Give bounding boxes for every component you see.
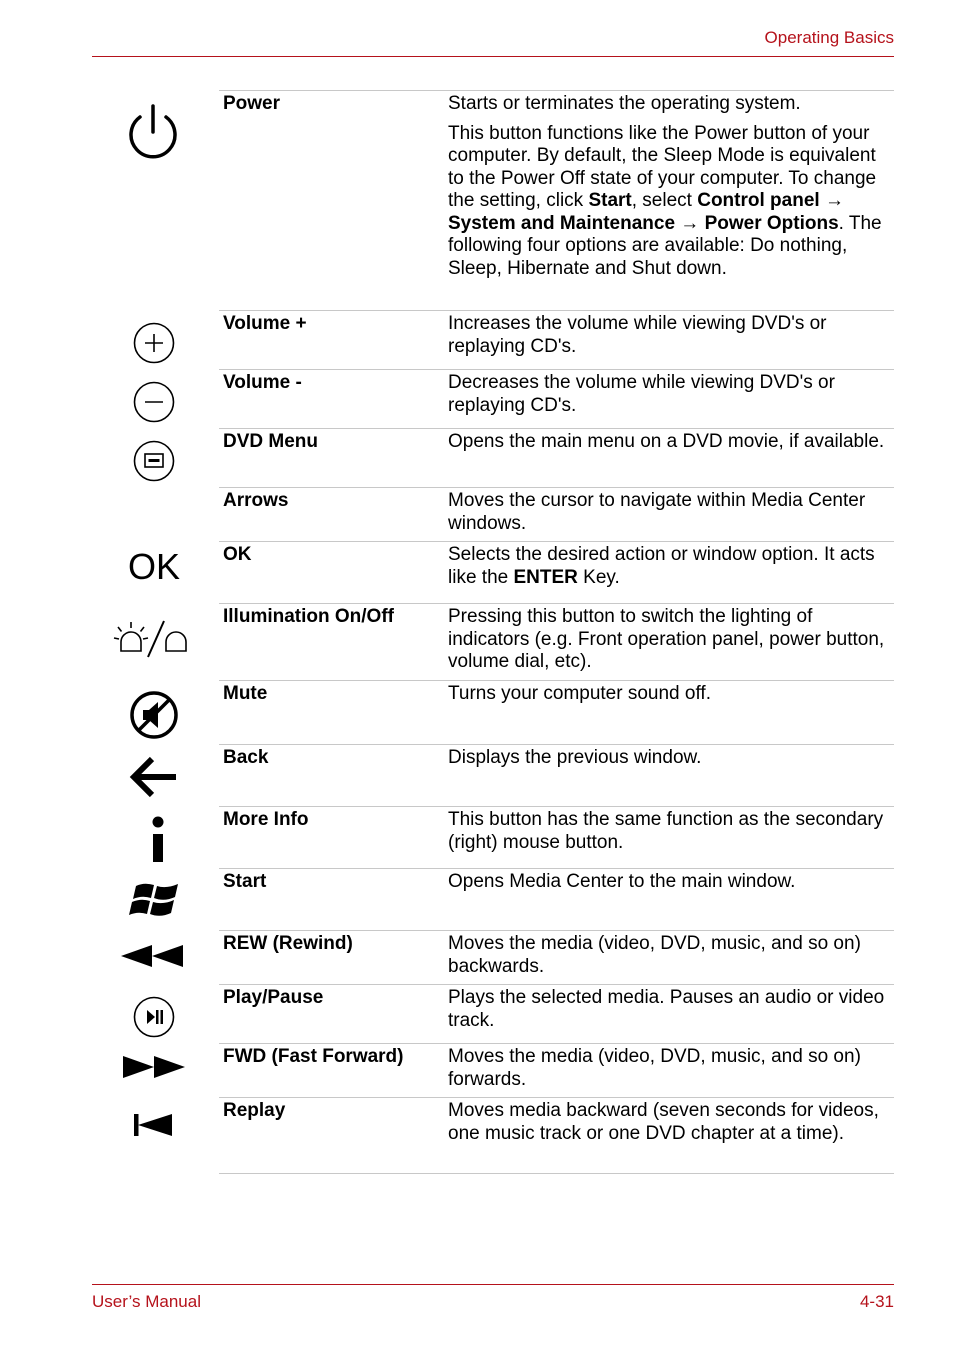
row-name: Back [223, 747, 269, 768]
header-title: Operating Basics [764, 28, 894, 47]
mute-icon [92, 690, 216, 740]
row-name: Mute [223, 683, 268, 704]
row-description: Opens Media Center to the main window. [448, 871, 796, 892]
row-description: This button has the same function as the secondary (right) mouse button. [448, 809, 884, 853]
row-name: Start [223, 871, 267, 892]
row-name: More Info [223, 809, 309, 830]
power-icon [92, 102, 216, 164]
row-description: Increases the volume while viewing DVD's or replaying CD's. [448, 313, 827, 357]
table-row-play-pause [92, 984, 894, 1043]
table-row-volume-minus [92, 369, 894, 428]
row-description: Moves media backward (seven seconds for videos, one music track or one DVD chapter at a time). [448, 1100, 879, 1144]
row-description: Opens the main menu on a DVD movie, if available. [448, 431, 885, 452]
row-description: Displays the previous window. [448, 747, 702, 768]
back-arrow-icon [92, 754, 216, 800]
row-description [448, 93, 890, 280]
header-rule [92, 56, 894, 57]
table-row-arrows [92, 487, 894, 541]
table-row-replay [92, 1097, 894, 1174]
row-description: Turns your computer sound off. [448, 683, 711, 704]
row-name: FWD (Fast Forward) [223, 1046, 404, 1067]
row-name: Volume + [223, 313, 307, 334]
description-text: This button functions like the Power button of your computer. By default, the Sleep Mode is equivalent to the Power Off state of your computer. To change the setting, click Start, select Control panel → System and Maintenance → Power Options. The following four options are available: Do nothing, Sleep, Hibernate and Shut down. [448, 122, 882, 279]
row-name: Arrows [223, 490, 289, 511]
footer-page-number: 4-31 [859, 1292, 894, 1311]
row-name: Replay [223, 1100, 286, 1121]
windows-start-icon [92, 880, 216, 920]
row-name: Play/Pause [223, 987, 324, 1008]
row-name: Volume - [223, 372, 302, 393]
table-row-fast-forward [92, 1043, 894, 1097]
volume-plus-icon [92, 322, 216, 364]
row-name: REW (Rewind) [223, 933, 353, 954]
replay-icon [92, 1111, 216, 1139]
table-row-illumination [92, 603, 894, 680]
table-row-power [92, 90, 894, 310]
illumination-icon [92, 617, 216, 661]
row-name: Illumination On/Off [223, 606, 394, 627]
table-row-start [92, 868, 894, 930]
row-name: Power [223, 93, 281, 114]
ok-icon [92, 546, 216, 587]
row-name: DVD Menu [223, 431, 318, 452]
table-row-rewind [92, 930, 894, 984]
row-description: Moves the media (video, DVD, music, and so on) backwards. [448, 933, 861, 977]
row-description: Pressing this button to switch the lighting of indicators (e.g. Front operation panel, power button, volume dial, etc). [448, 606, 885, 672]
info-icon [92, 816, 216, 864]
fast-forward-icon [92, 1053, 216, 1081]
rewind-icon [92, 942, 216, 970]
dvd-menu-icon [92, 440, 216, 482]
row-description: Plays the selected media. Pauses an audio or video track. [448, 987, 885, 1031]
table-row-more-info [92, 806, 894, 868]
description-text: Starts or terminates the operating system. [448, 93, 801, 114]
row-description: Moves the media (video, DVD, music, and so on) forwards. [448, 1046, 861, 1090]
row-description: Moves the cursor to navigate within Media Center windows. [448, 490, 866, 534]
table-row-back [92, 744, 894, 806]
table-row-volume-plus [92, 310, 894, 369]
footer-rule [92, 1284, 894, 1285]
volume-minus-icon [92, 381, 216, 423]
row-name: OK [223, 544, 252, 565]
row-description: Decreases the volume while viewing DVD's or replaying CD's. [448, 372, 835, 416]
table-row-ok [92, 541, 894, 603]
row-description: Selects the desired action or window option. It acts like the ENTER Key. [448, 544, 875, 588]
table-row-dvd-menu [92, 428, 894, 487]
table-row-mute [92, 680, 894, 744]
play-pause-icon [92, 996, 216, 1038]
ok-icon-label: OK [127, 546, 180, 587]
footer-manual-title: User’s Manual [92, 1292, 201, 1311]
